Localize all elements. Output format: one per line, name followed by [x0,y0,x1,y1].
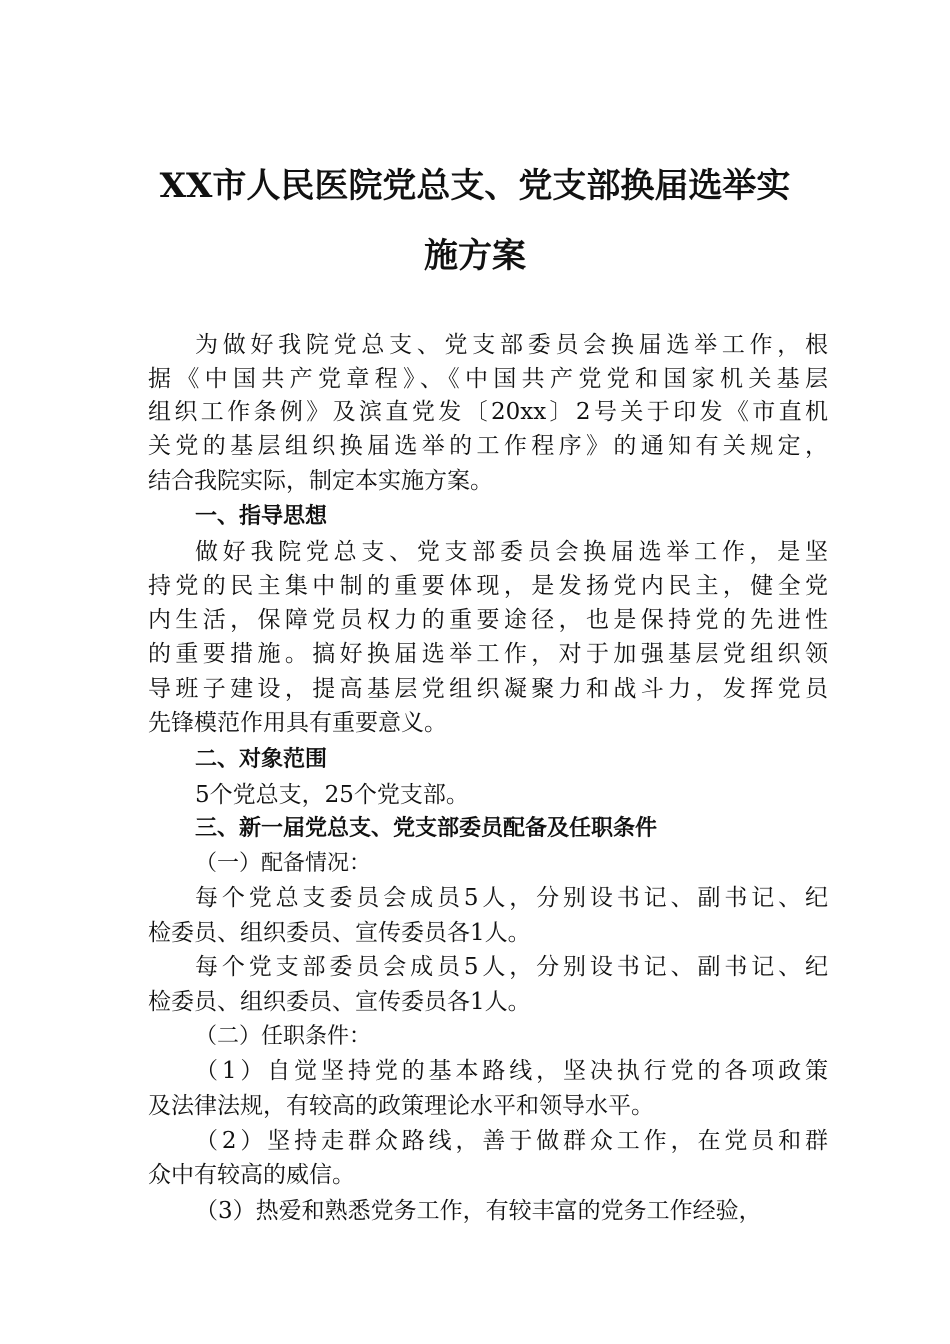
intro-line: 为做好我院党总支、党支部委员会换届选举工作，根 [195,332,828,358]
sub1-para1-line: 检委员、组织委员、宣传委员各1人。 [148,920,531,946]
sub1-para2-line: 每个党支部委员会成员5人，分别设书记、副书记、纪 [195,954,828,980]
sub1-para2-line: 检委员、组织委员、宣传委员各1人。 [148,989,531,1015]
sub1-para1-line: 每个党总支委员会成员5人，分别设书记、副书记、纪 [195,885,828,911]
condition-1-line: （1）自觉坚持党的基本路线，坚决执行党的各项政策 [195,1058,828,1084]
section1-line: 导班子建设，提高基层党组织凝聚力和战斗力，发挥党员 [148,676,828,702]
section-heading-1: 一、指导思想 [195,504,328,529]
intro-line: 据《中国共产党章程》、《中国共产党党和国家机关基层 [148,366,828,392]
condition-2-line: （2）坚持走群众路线，善于做群众工作，在党员和群 [195,1128,828,1154]
section2-line: 5个党总支，25个党支部。 [195,782,469,808]
condition-2-line: 众中有较高的威信。 [148,1162,355,1188]
subsection-heading-1: （一）配备情况： [195,851,372,876]
section1-line: 先锋模范作用具有重要意义。 [148,710,447,736]
intro-line: 关党的基层组织换届选举的工作程序》的通知有关规定， [148,433,828,459]
section1-line: 做好我院党总支、党支部委员会换届选举工作，是坚 [195,539,828,565]
section1-line: 的重要措施。搞好换届选举工作，对于加强基层党组织领 [148,641,828,667]
section1-line: 内生活，保障党员权力的重要途径，也是保持党的先进性 [148,607,828,633]
section1-line: 持党的民主集中制的重要体现，是发扬党内民主，健全党 [148,573,828,599]
document-title-line-2: 施方案 [424,236,526,276]
condition-3-line: （3）热爱和熟悉党务工作，有较丰富的党务工作经验， [195,1198,762,1224]
subsection-heading-2: （二）任职条件： [195,1024,372,1049]
section-heading-2: 二、对象范围 [195,747,328,772]
intro-line: 结合我院实际，制定本实施方案。 [148,468,493,494]
condition-1-line: 及法律法规，有较高的政策理论水平和领导水平。 [148,1093,654,1119]
intro-line: 组织工作条例》及滨直党发〔20xx〕2号关于印发《市直机 [148,399,828,425]
document-title-line-1: XX市人民医院党总支、党支部换届选举实 [159,166,791,206]
section-heading-3: 三、新一届党总支、党支部委员配备及任职条件 [195,816,658,841]
